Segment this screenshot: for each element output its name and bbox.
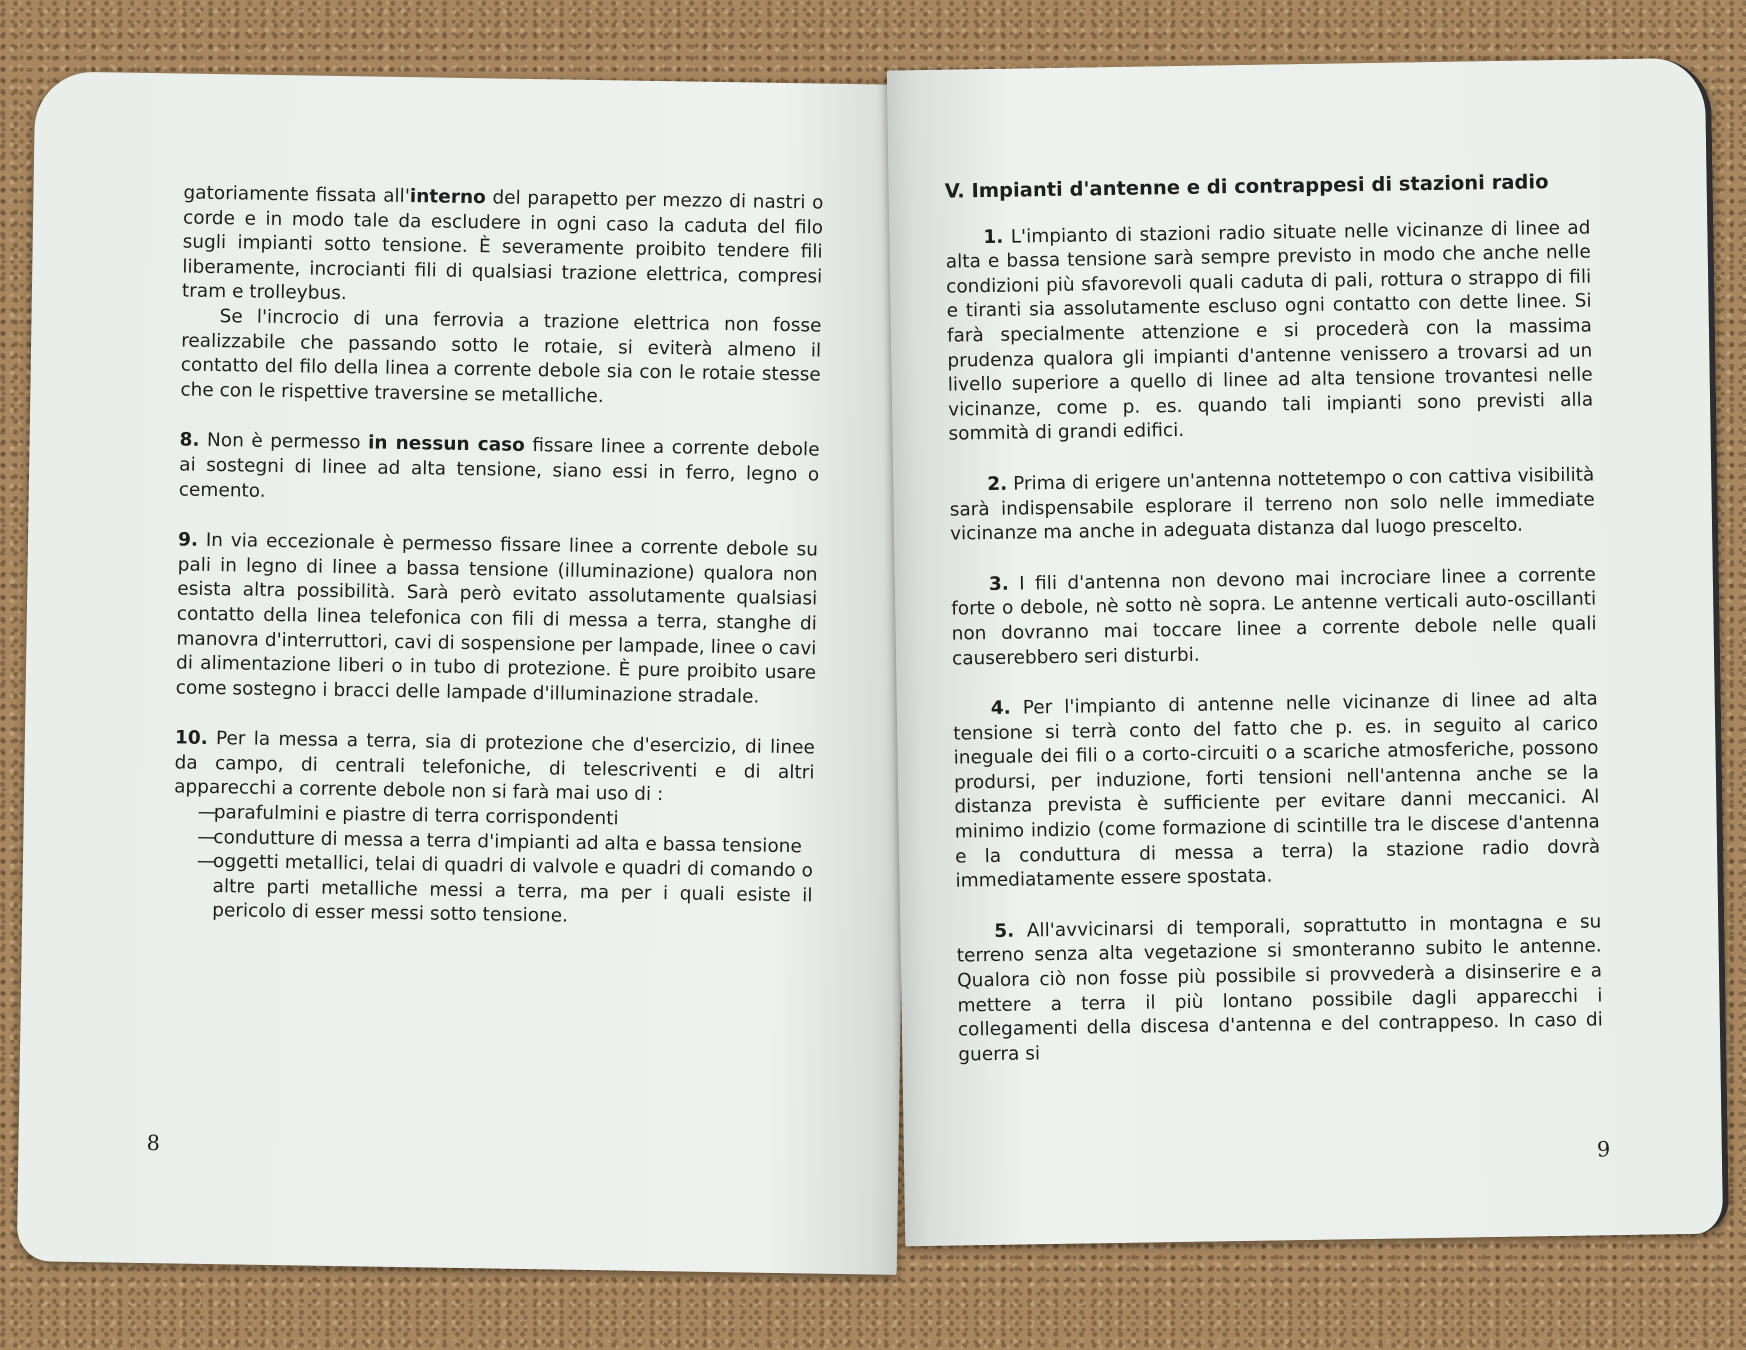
paragraph-10: 10. Per la messa a terra, sia di protezione che d'esercizio, di linee da campo, di centrali telefoniche, di telescriventi e di altri apparecchi a corrente debole non si farà mai uso di : bbox=[174, 727, 816, 806]
paragraph-2: 2. Prima di erigere un'antenna nottetempo o con cattiva visibilità sarà indispensabile esplorare il terreno non solo nelle immediate vicinanze ma anche in adeguata distanza dal luogo prescelto. bbox=[949, 464, 1595, 545]
paragraph-9: 9. In via eccezionale è permesso fissare linee a corrente debole su pali in legno di linee a bassa tensione (illuminazione) qualora non esista altra possibilità. Sarà però evitato assolutamente qualsiasi contatto della linea telefonica con fili di messa a terra, stanghe di manovra d'interruttori, cavi di sospensione per lampade, linee o cavi di alimentazione liberi o in tubo di protezione. È pure proibito usare come sostegno i bracci delle lampade d'illuminazione stradale. bbox=[175, 529, 819, 708]
paragraph-5: 5. All'avvicinarsi di temporali, soprattutto in montagna e su terreno senza alta vegetazione si smonteranno subito le antenne. Qualora ciò non fosse più possibile si provvederà a disinserire e a mettere a terra il più lontano possibile dagli apparecchi i collegamenti della discesa d'antenna e del contrappeso. In caso di guerra si bbox=[956, 911, 1603, 1066]
list-item: — condutture di messa a terra d'impianti ad alta e bassa tensione bbox=[197, 826, 802, 857]
right-page-text bbox=[945, 170, 1604, 1068]
section-heading: V. Impianti d'antenne e di contrappesi di stazioni radio bbox=[944, 170, 1549, 203]
paragraph-intro-cont: Se l'incrocio di una ferrovia a trazione elettrica non fosse realizzabile che passando sotto le rotaie, si eviterà almeno il contatto del filo della linea a corrente debole sia con le rotaie stesse che con le rispettive traversine se metalliche. bbox=[180, 306, 822, 407]
left-page-text bbox=[172, 182, 824, 934]
paragraph-8: 8. Non è permesso in nessun caso fissare linee a corrente debole ai sostegni di linee ad alta tensione, siano essi in ferro, legno o cemento. bbox=[178, 429, 820, 502]
paragraph-1: 1. L'impianto di stazioni radio situate nelle vicinanze di linee ad alta e bassa tensione sarà sempre previsto in modo che anche nelle condizioni più sfavorevoli quali caduta di pali, rottura o strappo di fili e tiranti sia assolutamente escluso ogni contatto con dette linee. Si farà specialmente attenzione e si procederà con la massima prudenza qualora gli impianti d'antenne venissero a trovarsi ad un livello superiore a quello di linee ad alta tensione trovantesi nelle vicinanze, come p. es. quando tali impianti sono previsti alla sommità di grandi edifici. bbox=[945, 217, 1594, 445]
paragraph-3: 3. I fili d'antenna non devono mai incrociare linee a corrente forte o debole, nè sotto nè sopra. Le antenne verticali auto-oscillanti non dovranno mai toccare linee a corrente debole nelle quali causerebbero seri disturbi. bbox=[951, 564, 1597, 670]
page-number-right: 9 bbox=[1596, 1137, 1611, 1162]
right-page bbox=[887, 58, 1729, 1247]
left-page bbox=[17, 71, 916, 1275]
list-item: — parafulmini e piastre di terra corrispondenti bbox=[197, 801, 619, 830]
paragraph-4: 4. Per l'impianto di antenne nelle vicinanze di linee ad alta tensione si terrà conto del fatto che p. es. in seguito al carico ineguale dei fili o a corto-circuiti o a scariche atmosferiche, possono prodursi, per induzione, forti tensioni nell'antenna anche se la distanza prevista è sufficiente per evitare danni meccanici. Al minimo indizio (come formazione di scintille tra le discese d'antenna e la conduttura di messa a terra) la stazione radio dovrà immediatamente essere spostata. bbox=[953, 688, 1601, 892]
list-item: — oggetti metallici, telai di quadri di valvole e quadri di comando o altre parti metalliche messi a terra, ma per i quali esiste il pericolo di esser messi sotto tensione. bbox=[196, 851, 814, 928]
page-number-left: 8 bbox=[146, 1131, 161, 1156]
paragraph-intro: gatoriamente fissata all'interno del parapetto per mezzo di nastri o corde e in modo tale da escludere in ogni caso la caduta del filo sugli impianti sotto tensione. È severamente proibito tendere fili liberamente, incrocianti fili di qualsiasi trazione elettrica, compresi tram e trolleybus. bbox=[181, 182, 824, 305]
